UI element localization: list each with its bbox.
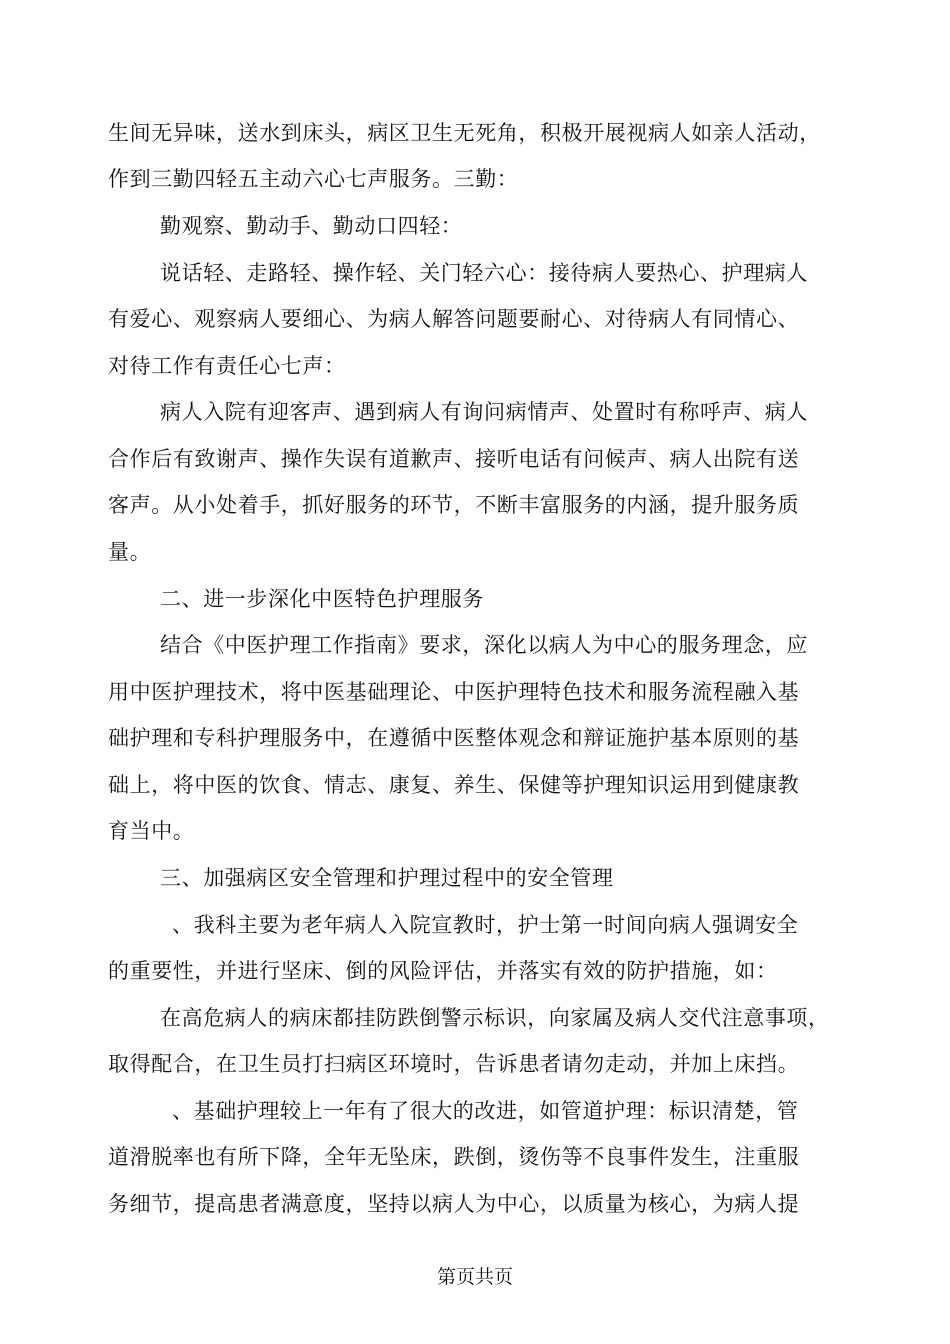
text-line: 说话轻、走路轻、操作轻、关门轻六心：接待病人要热心、护理病人 — [160, 261, 808, 285]
text-line: 结合《中医护理工作指南》要求，深化以病人为中心的服务理念，应 — [160, 633, 808, 657]
text-line: 有爱心、观察病人要细心、为病人解答问题要耐心、对待病人有同情心、 — [108, 307, 800, 331]
text-line: 量。 — [108, 540, 152, 564]
text-line: 的重要性，并进行坚床、倒的风险评估，并落实有效的防护措施，如： — [108, 959, 778, 983]
text-line: 合作后有致谢声、操作失误有道歉声、接听电话有问候声、病人出院有送 — [108, 447, 800, 471]
text-line: 作到三勤四轻五主动六心七声服务。三勤： — [108, 167, 519, 191]
text-line: 在高危病人的病床都挂防跌倒警示标识，向家属及病人交代注意事项， — [160, 1006, 830, 1030]
section-heading: 二、进一步深化中医特色护理服务 — [160, 587, 484, 611]
page-footer: 第页共页 — [436, 1266, 513, 1288]
text-line: 、我科主要为老年病人入院宣教时，护士第一时间向病人强调安全 — [172, 913, 799, 937]
text-line: 用中医护理技术，将中医基础理论、中医护理特色技术和服务流程融入基 — [108, 680, 800, 704]
section-heading: 三、加强病区安全管理和护理过程中的安全管理 — [160, 866, 614, 890]
text-line: 育当中。 — [108, 819, 195, 843]
text-line: 务细节，提高患者满意度，坚持以病人为中心，以质量为核心，为病人提 — [108, 1192, 800, 1216]
text-line: 取得配合，在卫生员打扫病区环境时，告诉患者请勿走动，并加上床挡。 — [108, 1052, 800, 1076]
text-line: 础上，将中医的饮食、情志、康复、养生、保健等护理知识运用到健康教 — [108, 773, 800, 797]
text-line: 勤观察、勤动手、勤动口四轻： — [160, 214, 463, 238]
text-line: 对待工作有责任心七声： — [108, 354, 346, 378]
text-line: 、基础护理较上一年有了很大的改进，如管道护理：标识清楚，管 — [172, 1099, 799, 1123]
text-line: 道滑脱率也有所下降，全年无坠床，跌倒，烫伤等不良事件发生，注重服 — [108, 1145, 800, 1169]
text-line: 病人入院有迎客声、遇到病人有询问病情声、处置时有称呼声、病人 — [160, 400, 808, 424]
text-line: 础护理和专科护理服务中，在遵循中医整体观念和辩证施护基本原则的基 — [108, 726, 800, 750]
text-line: 客声。从小处着手，抓好服务的环节，不断丰富服务的内涵，提升服务质 — [108, 493, 800, 517]
text-line: 生间无异味，送水到床头，病区卫生无死角，积极开展视病人如亲人活动， — [108, 121, 821, 145]
